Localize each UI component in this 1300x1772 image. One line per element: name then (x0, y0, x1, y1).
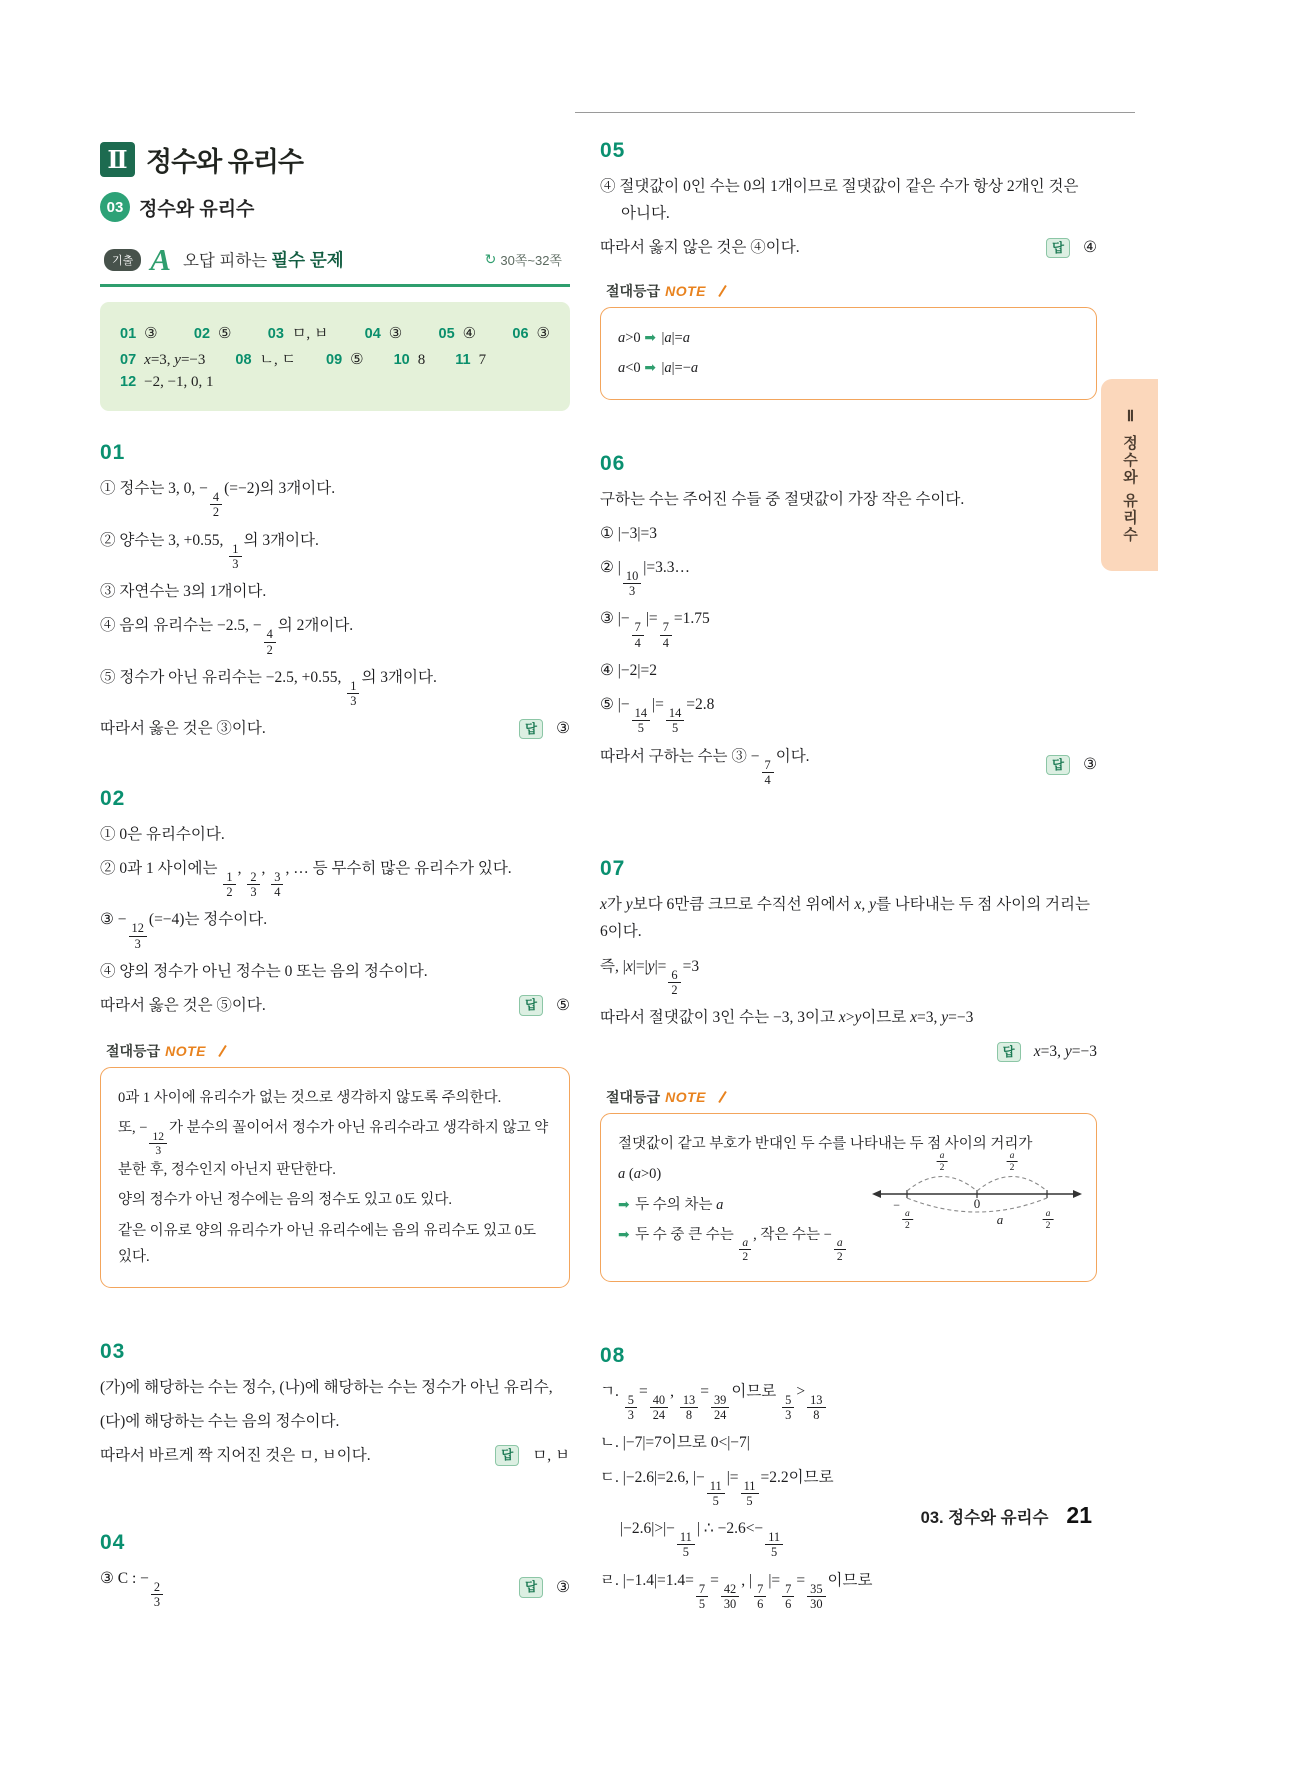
problem-07 (600, 857, 1097, 1065)
unit-side-tab-text (1119, 407, 1140, 543)
note-label-prefix: 절대등급 (606, 283, 661, 300)
note-label (606, 281, 1097, 301)
diagram-label-arc-left: $\frac{a}{2}$ (935, 1140, 950, 1172)
note-slash-icon (218, 1045, 227, 1057)
answer (519, 992, 570, 1019)
answer-line (600, 1038, 1097, 1065)
note-label-prefix: 절대등급 (606, 1089, 661, 1106)
answer-badge: 답 (495, 1445, 519, 1465)
conclusion-line (100, 715, 570, 742)
solution-line: 즉, |x|=|y|= $\frac{6}{2}$ =3 (600, 957, 700, 997)
diagram-label-total: a (996, 1212, 1004, 1228)
conclusion-line (100, 1565, 570, 1610)
solution-line: ② | $\frac{10}{3}$ |=3.3… (600, 558, 690, 599)
conclusion-text: 따라서 구하는 수는 ③ − $\frac{7}{4}$ 이다. (600, 747, 810, 787)
problem-02 (100, 787, 570, 1020)
answer-badge: 답 (519, 1577, 543, 1597)
note-block (100, 1041, 570, 1288)
solution-line: ② 0과 1 사이에는 $\frac{1}{2}$ , $\frac{2}{3}$ , $\frac{3}{4}$ , … 등 무수히 많은 유리수가 있다. (100, 859, 512, 899)
unit-numeral-badge: Ⅱ (100, 142, 135, 177)
answer-chip: 02 ⑤ (193, 326, 232, 342)
solution-line: ㄱ. $\frac{5}{3}$ = $\frac{40}{24}$ , $\frac{13}{8}$ = $\frac{39}{24}$ 이므로 $\frac{5}{3}$ > $\frac{13}{8}$ (600, 1378, 1097, 1423)
page-range (485, 250, 562, 269)
solution-line: (다)에 해당하는 수는 음의 정수이다. (100, 1412, 340, 1430)
solution-line: (가)에 해당하는 수는 정수, (나)에 해당하는 수는 정수가 아닌 유리수, (100, 1378, 553, 1396)
note-label-word: NOTE (665, 283, 706, 300)
solution-line: ㄹ. |−1.4|=1.4= $\frac{7}{5}$ = $\frac{42}{30}$ , | $\frac{7}{6}$ |= $\frac{7}{6}$ = $\frac{35}{30}$ 이므로 (600, 1571, 873, 1611)
note-label-prefix: 절대등급 (106, 1043, 161, 1060)
left-column (100, 140, 570, 1617)
answer-chip: 12 −2, −1, 0, 1 (120, 374, 214, 390)
solution-line: ④ 양의 정수가 아닌 정수는 0 또는 음의 정수이다. (100, 962, 428, 980)
solution-line: ④ |−2|=2 (600, 661, 657, 679)
solution-line: 구하는 수는 주어진 수들 중 절댓값이 가장 작은 수이다. (600, 490, 965, 508)
solution-line: ㄷ. |−2.6|=2.6, |− $\frac{11}{5}$ |= $\frac{11}{5}$ =2.2이므로 (600, 1468, 834, 1508)
note-label-word: NOTE (665, 1089, 706, 1106)
problem-number: 08 (600, 1343, 626, 1367)
solution-line: ⑤ 정수가 아닌 유리수는 −2.5, +0.55, $\frac{1}{3}$ 의 3개이다. (100, 668, 437, 709)
diagram-label-right: $\frac{a}{2}$ (1041, 1198, 1056, 1230)
solution-line: ① |−3|=3 (600, 524, 657, 542)
note-line: 양의 정수가 아닌 정수에는 음의 정수도 있고 0도 있다. (118, 1192, 453, 1209)
conclusion-line (600, 234, 1097, 261)
note-block (600, 281, 1097, 399)
answer-value: ③ (556, 720, 570, 738)
banner-title-normal: 오답 피하는 (182, 252, 268, 270)
answer-value: ③ (556, 1578, 570, 1596)
note-box (600, 307, 1097, 399)
note-line: 절댓값이 같고 부호가 반대인 두 수를 나타내는 두 점 사이의 거리가 (618, 1136, 1033, 1153)
solution-line: ① 정수는 3, 0, − $\frac{4}{2}$ (=−2)의 3개이다. (100, 480, 336, 520)
conclusion-text: 따라서 옳은 것은 ⑤이다. (100, 996, 266, 1014)
solution-line: ① 0은 유리수이다. (100, 825, 225, 843)
problem-number: 03 (100, 1339, 126, 1363)
answer-value: x=3, y=−3 (1033, 1043, 1097, 1061)
answer-badge: 답 (997, 1042, 1021, 1062)
right-column (600, 133, 1097, 1618)
problem-number: 06 (600, 451, 626, 475)
page-footer (600, 1502, 1092, 1529)
note-slash-icon (718, 1091, 727, 1103)
answer-chip: 07 x=3, y=−3 (120, 352, 206, 368)
answer-chip: 04 ③ (364, 326, 403, 342)
chapter-title: 정수와 유리수 (139, 198, 255, 220)
solution-line: ③ C : − $\frac{2}{3}$ (100, 1565, 505, 1610)
answer (495, 1442, 570, 1469)
footer-chapter: 03. 정수와 유리수 (920, 1509, 1049, 1527)
solution-line: 따라서 절댓값이 3인 수는 −3, 3이고 x>y이므로 x=3, y=−3 (600, 1009, 974, 1027)
note-line: 또, − $\frac{12}{3}$ 가 분수의 꼴이어서 정수가 아닌 유리수라고 생각하지 않고 약분한 후, 정수인지 아닌지 판단한다. (118, 1120, 549, 1179)
diagram-label-arc-right: $\frac{a}{2}$ (1005, 1140, 1020, 1172)
note-box (100, 1067, 570, 1288)
problem-06 (600, 452, 1097, 788)
note-line: a (a>0) (618, 1166, 662, 1183)
refresh-icon: ↻ (484, 251, 497, 267)
solution-line: x가 y보다 6만큼 크므로 수직선 위에서 x, y를 나타내는 두 점 사이의 거리는 6이다. (600, 896, 1090, 941)
answer (1046, 751, 1097, 778)
answer-badge: 답 (1046, 755, 1070, 775)
answer-row (120, 374, 550, 391)
answer (1046, 234, 1097, 261)
note-line: 같은 이유로 양의 유리수가 아닌 유리수에는 음의 유리수도 있고 0도 있다. (118, 1222, 537, 1265)
footer-page-number: 21 (1066, 1502, 1092, 1528)
top-rule (575, 112, 1135, 113)
answer-chip: 09 ⑤ (326, 352, 364, 368)
answer-value: ③ (1083, 756, 1097, 774)
answer-chip: 03 ㅁ, ㅂ (267, 326, 329, 342)
solution-line: ③ − $\frac{12}{3}$ (=−4)는 정수이다. (100, 911, 268, 951)
solution-line: ③ 자연수는 3의 1개이다. (100, 583, 267, 601)
answer-badge: 답 (1046, 238, 1070, 258)
banner-title (183, 247, 344, 272)
solution-line: ④ 절댓값이 0인 수는 0의 1개이므로 절댓값이 같은 수가 항상 2개인 것은 아니다. (600, 178, 1079, 223)
answer-value: ⑤ (556, 996, 570, 1014)
problem-08 (600, 1344, 1097, 1611)
answer-chip: 08 ㄴ, ㄷ (235, 352, 296, 368)
conclusion-text: 따라서 옳은 것은 ③이다. (100, 720, 266, 738)
problem-number: 07 (600, 857, 626, 881)
answer-row (120, 348, 550, 369)
answer-chip: 11 7 (455, 352, 487, 368)
unit-side-tab (1101, 379, 1158, 571)
conclusion-line (100, 1442, 570, 1469)
solution-line: ③ |− $\frac{7}{4}$ |= $\frac{7}{4}$ =1.75 (600, 610, 710, 650)
diagram-label-left: − $\frac{a}{2}$ (893, 1198, 915, 1230)
problem-number: 01 (100, 441, 126, 464)
note-slash-icon (718, 285, 727, 297)
answer-value: ④ (1083, 239, 1097, 257)
unit-header (100, 140, 570, 179)
note-line: 0과 1 사이에 유리수가 없는 것으로 생각하지 않도록 주의한다. (118, 1090, 502, 1107)
problem-number: 02 (100, 786, 126, 810)
answer (997, 1038, 1097, 1065)
grade-letter: A (150, 242, 171, 277)
solution-line: ④ 음의 유리수는 −2.5, − $\frac{4}{2}$ 의 2개이다. (100, 617, 354, 657)
answer-badge: 답 (519, 995, 543, 1015)
note-line: a>0 ➡ |a|=a (618, 330, 690, 347)
solution-line: |−2.6|>|− $\frac{11}{5}$ | ∴ −2.6<− $\frac{11}{5}$ (600, 1515, 1097, 1560)
banner-title-bold: 필수 문제 (271, 250, 344, 270)
note-line: a<0 ➡ |a|=−a (618, 360, 699, 377)
answer-chip: 10 8 (393, 352, 426, 368)
section-banner (100, 241, 570, 287)
note-label (606, 1087, 1097, 1107)
answer (519, 1574, 570, 1601)
answer-chip: 05 ④ (438, 326, 477, 342)
problem-04 (100, 1531, 570, 1610)
answer (519, 715, 570, 742)
answer-badge: 답 (519, 719, 543, 739)
note-label-word: NOTE (165, 1043, 206, 1060)
note-box (600, 1113, 1097, 1281)
unit-title: 정수와 유리수 (146, 147, 303, 177)
conclusion-text: 따라서 옳지 않은 것은 ④이다. (600, 239, 800, 257)
number-line-diagram (870, 1140, 1084, 1236)
note-line: ➡ 두 수 중 큰 수는 $\frac{a}{2}$ , 작은 수는 − $\frac{a}{2}$ (618, 1222, 860, 1264)
note-label (106, 1041, 570, 1061)
solution-line: ⑤ |− $\frac{14}{5}$ |= $\frac{14}{5}$ =2.8 (600, 696, 715, 736)
side-tab-numeral: Ⅱ (1121, 406, 1139, 427)
problem-number: 04 (100, 1531, 126, 1555)
answer-chip: 01 ③ (120, 326, 158, 342)
diagram-label-zero: 0 (973, 1196, 981, 1212)
problem-05 (600, 139, 1097, 261)
conclusion-line (100, 992, 570, 1019)
note-line: ➡ 두 수의 차는 a (618, 1196, 724, 1213)
solution-line: ② 양수는 3, +0.55, $\frac{1}{3}$ 의 3개이다. (100, 531, 319, 571)
answer-chip: 06 ③ (512, 326, 550, 342)
answer-box (100, 302, 570, 411)
answer-value: ㅁ, ㅂ (532, 1447, 570, 1464)
chapter-number-badge: 03 (100, 192, 130, 222)
problem-number: 05 (600, 139, 626, 162)
solution-line: ㄴ. |−7|=7이므로 0<|−7| (600, 1434, 750, 1452)
side-tab-title: 정수와 유리수 (1121, 434, 1138, 544)
gichul-badge: 기출 (104, 249, 141, 271)
answer-row (120, 322, 550, 343)
chapter-header (100, 192, 570, 222)
conclusion-text: 따라서 바르게 짝 지어진 것은 ㅁ, ㅂ이다. (100, 1447, 371, 1464)
problem-03 (100, 1340, 570, 1469)
problem-01 (100, 441, 570, 743)
page-range-text: 30쪽~32쪽 (500, 253, 562, 268)
note-block (600, 1087, 1097, 1281)
conclusion-line (600, 743, 1097, 788)
